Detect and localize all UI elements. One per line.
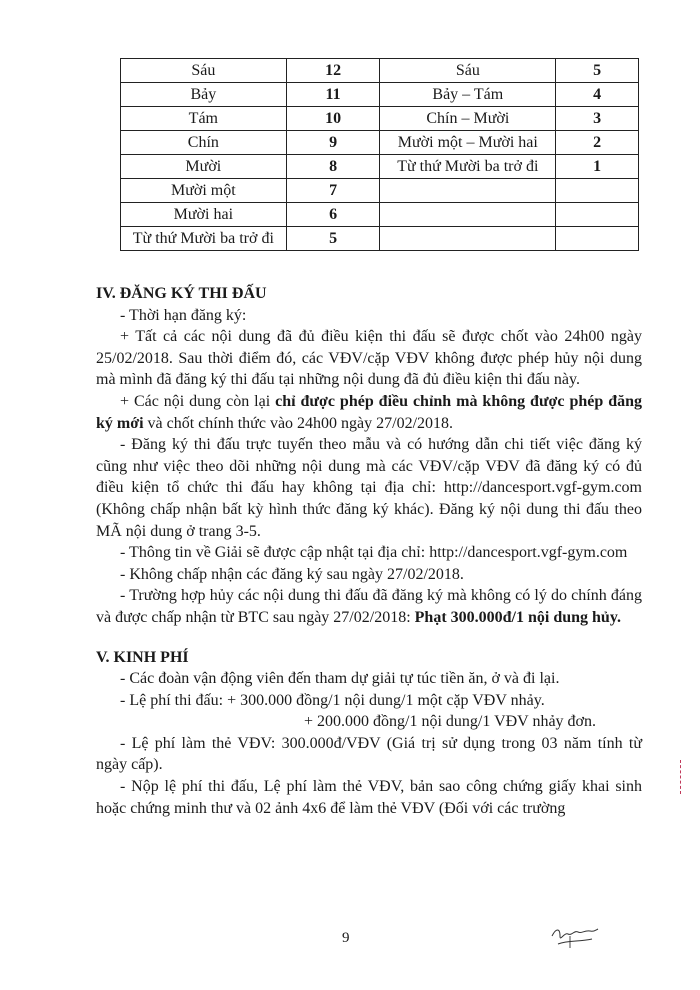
table-row [121,203,639,227]
table-cell [556,227,639,251]
section-gap [96,629,642,647]
table-cell: 1 [556,155,639,179]
table-row [121,179,639,203]
document-body [96,283,642,819]
ranking-points-table [120,58,639,251]
signature-initials-icon [548,922,602,952]
table-cell: Mười [121,155,287,179]
table-cell: Từ thứ Mười ba trở đi [121,227,287,251]
page-number: 9 [342,930,350,946]
table-cell: 5 [286,227,380,251]
section-5-para-2: - Lệ phí thi đấu: + 300.000 đồng/1 nội dung/1 một cặp VĐV nhảy. [120,691,545,709]
section-4-para-2: + Tất cả các nội dung đã đủ điều kiện thi đấu sẽ được chốt vào 24h00 ngày 25/02/2018. Sau thời điểm đó, các VĐV/cặp VĐV không được phép hủy nội dung mà mình đã đăng ký thi đấu tại những nội dung đã đủ điều kiện thi đấu này. [96,328,642,389]
table-cell [556,203,639,227]
ranking-table-body [121,59,639,251]
table-cell [380,179,556,203]
section-4-para-3-text-a: + Các nội dung còn lại [120,392,276,410]
table-row [121,107,639,131]
table-cell: Mười một – Mười hai [380,131,556,155]
section-4-para-5: - Thông tin về Giải sẽ được cập nhật tại địa chỉ: http://dancesport.vgf-gym.com [120,544,628,562]
table-cell: 6 [286,203,380,227]
table-cell: Bảy – Tám [380,83,556,107]
table-row [121,59,639,83]
table-cell: Bảy [121,83,287,107]
section-4-para-3-text-b: và chốt chính thức vào 24h00 ngày 27/02/2018. [143,414,454,432]
table-cell: Sáu [380,59,556,83]
section-5-para-1: - Các đoàn vận động viên đến tham dự giải tự túc tiền ăn, ở và đi lại. [120,670,560,688]
table-cell: Sáu [121,59,287,83]
section-4-para-7 [96,585,642,628]
section-4-para-7-text: - Trường hợp hủy các nội dung thi đấu đã đăng ký mà không có lý do chính đáng và được chấp nhận từ BTC sau ngày 27/02/2018: [96,587,642,626]
table-row [121,83,639,107]
table-row [121,155,639,179]
table-cell: 4 [556,83,639,107]
table-cell: 12 [286,59,380,83]
table-cell [556,179,639,203]
section-4-para-4: - Đăng ký thi đấu trực tuyến theo mẫu và có hướng dẫn chi tiết việc đăng ký cũng như việc theo dõi những nội dung mà các VĐV/cặp VĐV đã đăng ký có đủ điều kiện tổ chức thi đấu hay không tại địa chỉ: http://dancesport.vgf-gym.com (Không chấp nhận bất kỳ hình thức đăng ký khác). Đăng ký nội dung thi đấu theo MÃ nội dung ở trang 3-5. [96,436,642,540]
table-cell: 2 [556,131,639,155]
table-row [121,131,639,155]
table-cell: Tám [121,107,287,131]
section-4-para-7-bold: Phạt 300.000đ/1 nội dung hủy. [414,608,621,626]
table-cell: 11 [286,83,380,107]
section-5-heading: V. KINH PHÍ [96,648,189,666]
section-4-para-6: - Không chấp nhận các đăng ký sau ngày 27/02/2018. [120,565,464,583]
table-cell: Từ thứ Mười ba trở đi [380,155,556,179]
table-row [121,227,639,251]
table-cell [380,203,556,227]
table-cell: 9 [286,131,380,155]
table-cell: 10 [286,107,380,131]
table-cell: Mười một [121,179,287,203]
section-4-para-3-bold: chỉ được phép điều chỉnh mà không được phép đăng ký mới [96,392,643,432]
section-5-para-3: + 200.000 đồng/1 nội dung/1 VĐV nhảy đơn. [304,713,597,731]
section-5-para-5: - Nộp lệ phí thi đấu, Lệ phí làm thẻ VĐV, bản sao công chứng giấy khai sinh hoặc chứng minh thư và 02 ảnh 4x6 để làm thẻ VĐV (Đối với các trường [96,778,642,817]
section-4-heading: IV. ĐĂNG KÝ THI ĐẤU [96,285,267,302]
section-4-para-3 [96,391,642,434]
table-cell: 8 [286,155,380,179]
margin-pen-mark [680,760,683,794]
table-cell [380,227,556,251]
table-cell: Chín – Mười [380,107,556,131]
table-cell: Chín [121,131,287,155]
section-5-para-4: - Lệ phí làm thẻ VĐV: 300.000đ/VĐV (Giá trị sử dụng trong 03 năm tính từ ngày cấp). [96,734,642,774]
table-cell: Mười hai [121,203,287,227]
table-cell: 5 [556,59,639,83]
table-cell: 7 [286,179,380,203]
section-4-para-1: - Thời hạn đăng ký: [120,306,247,324]
table-cell: 3 [556,107,639,131]
